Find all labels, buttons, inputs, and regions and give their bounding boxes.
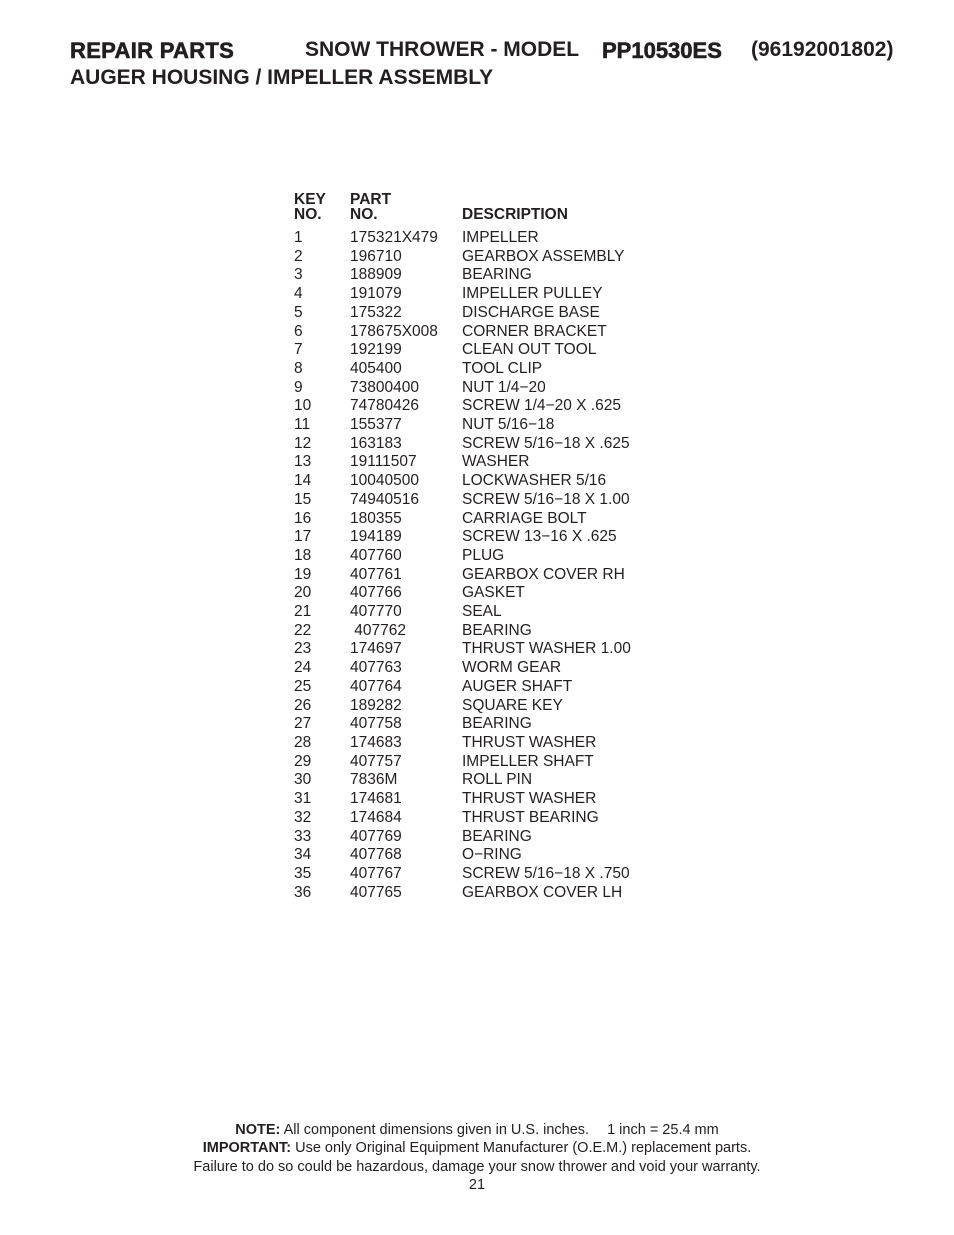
description-cell: IMPELLER SHAFT: [462, 752, 594, 770]
key-header-line2: NO.: [294, 206, 322, 223]
description-cell: NUT 1/4−20: [462, 378, 546, 396]
header-title-line: [70, 38, 930, 66]
part-no-cell: 175321X479: [350, 229, 438, 246]
part-no-cell: 155377: [350, 416, 402, 434]
part-no-cell: 189282: [350, 696, 402, 714]
model-code: (96192001802): [751, 38, 894, 61]
table-row: [294, 248, 702, 267]
table-row: [294, 603, 702, 622]
part-no-cell: 175322: [350, 303, 402, 321]
important-text: Use only Original Equipment Manufacturer (O.E.M.) replacement parts.: [295, 1140, 752, 1157]
description-cell: GASKET: [462, 584, 525, 602]
key-no-cell: 5: [294, 303, 303, 321]
key-no-cell: 23: [294, 640, 312, 658]
part-no-header: [350, 192, 462, 229]
key-no-cell: 13: [294, 453, 312, 471]
table-row: [294, 640, 702, 659]
note-text: All component dimensions given in U.S. inches.: [283, 1122, 590, 1138]
key-no-cell: 33: [294, 827, 312, 845]
description-cell: GEARBOX COVER RH: [462, 565, 625, 583]
page-number: 21: [468, 1176, 486, 1193]
description-cell: BEARING: [462, 827, 532, 845]
important-line: [0, 1139, 954, 1157]
key-no-cell: 16: [294, 509, 312, 527]
section-title: REPAIR PARTS: [70, 38, 235, 63]
key-no-cell: 30: [294, 771, 312, 789]
key-no-cell: 24: [294, 659, 312, 677]
part-no-cell: 407769: [350, 827, 402, 845]
key-no-cell: 1: [294, 229, 303, 246]
part-no-cell: 192199: [350, 341, 402, 359]
table-row: [294, 734, 702, 753]
description-cell: BEARING: [462, 621, 532, 639]
part-no-cell: 407766: [350, 584, 402, 602]
table-row: [294, 266, 702, 285]
description-cell: CORNER BRACKET: [462, 322, 607, 340]
table-row: [294, 584, 702, 603]
description-cell: GEARBOX COVER LH: [462, 883, 623, 901]
table-row: [294, 659, 702, 678]
description-cell: THRUST WASHER: [462, 733, 597, 751]
part-no-cell: 407760: [350, 546, 402, 564]
part-no-cell: 180355: [350, 509, 402, 527]
key-no-cell: 35: [294, 864, 312, 882]
part-no-cell: 74780426: [350, 397, 419, 415]
parts-table: [294, 192, 702, 902]
table-row: [294, 397, 702, 416]
part-no-cell: 188909: [350, 266, 402, 284]
table-row: [294, 884, 702, 903]
description-cell: THRUST BEARING: [462, 808, 599, 826]
key-no-cell: 7: [294, 341, 303, 359]
table-row: [294, 697, 702, 716]
part-header-line1: PART: [350, 191, 392, 208]
part-no-cell: 174681: [350, 790, 402, 808]
description-cell: THRUST WASHER 1.00: [462, 640, 631, 658]
part-no-cell: 407765: [350, 883, 402, 901]
description-cell: PLUG: [462, 546, 505, 564]
key-no-cell: 12: [294, 434, 312, 452]
key-no-cell: 14: [294, 472, 312, 490]
description-cell: IMPELLER PULLEY: [462, 285, 603, 303]
assembly-subtitle: AUGER HOUSING / IMPELLER ASSEMBLY: [70, 66, 494, 89]
part-no-cell: 74940516: [350, 490, 419, 508]
description-cell: CARRIAGE BOLT: [462, 509, 587, 527]
description-cell: WORM GEAR: [462, 659, 562, 677]
table-row: [294, 828, 702, 847]
description-cell: SQUARE KEY: [462, 696, 563, 714]
table-row: [294, 416, 702, 435]
part-no-cell: 178675X008: [350, 322, 438, 340]
table-row: [294, 472, 702, 491]
warning-text: Failure to do so could be hazardous, damage your snow thrower and void your warranty.: [193, 1158, 761, 1175]
part-no-cell: 191079: [350, 285, 402, 303]
key-no-cell: 36: [294, 883, 312, 901]
part-no-cell: 407762: [350, 621, 407, 639]
table-row: [294, 491, 702, 510]
description-cell: DISCHARGE BASE: [462, 303, 600, 321]
key-no-cell: 6: [294, 322, 303, 340]
description-header: DESCRIPTION: [462, 206, 568, 223]
key-no-cell: 8: [294, 359, 303, 377]
table-row: [294, 379, 702, 398]
page-header: [70, 38, 930, 90]
description-cell: SEAL: [462, 603, 502, 621]
description-cell: CLEAN OUT TOOL: [462, 341, 597, 359]
part-no-cell: 73800400: [350, 378, 419, 396]
important-label: IMPORTANT:: [202, 1140, 292, 1157]
description-cell: SCREW 5/16−18 X .625: [462, 434, 630, 452]
key-no-cell: 32: [294, 808, 312, 826]
table-row: [294, 341, 702, 360]
table-row: [294, 285, 702, 304]
part-no-cell: 196710: [350, 247, 402, 265]
part-no-cell: 10040500: [350, 472, 419, 490]
description-cell: NUT 5/16−18: [462, 416, 555, 434]
description-cell: BEARING: [462, 715, 532, 733]
key-no-cell: 28: [294, 733, 312, 751]
table-row: [294, 809, 702, 828]
part-no-cell: 407770: [350, 603, 402, 621]
description-cell: SCREW 1/4−20 X .625: [462, 397, 621, 415]
key-no-cell: 9: [294, 378, 303, 396]
page-footer: [0, 1121, 954, 1194]
description-cell: SCREW 5/16−18 X 1.00: [462, 490, 630, 508]
part-no-cell: 194189: [350, 528, 402, 546]
key-no-cell: 15: [294, 490, 312, 508]
table-row: [294, 229, 702, 248]
table-row: [294, 678, 702, 697]
table-row: [294, 360, 702, 379]
description-cell: IMPELLER: [462, 229, 539, 246]
table-row: [294, 771, 702, 790]
table-row: [294, 846, 702, 865]
description-cell: SCREW 5/16−18 X .750: [462, 864, 630, 882]
table-row: [294, 790, 702, 809]
description-cell: WASHER: [462, 453, 530, 471]
part-no-cell: 7836M: [350, 771, 398, 789]
note-label: NOTE:: [235, 1122, 281, 1138]
description-cell: SCREW 13−16 X .625: [462, 528, 617, 546]
part-no-cell: 174684: [350, 808, 402, 826]
part-no-cell: 407764: [350, 677, 402, 695]
table-row: [294, 304, 702, 323]
part-no-cell: 163183: [350, 434, 402, 452]
key-no-cell: 20: [294, 584, 312, 602]
key-no-cell: 29: [294, 752, 312, 770]
note-line: [0, 1121, 954, 1139]
key-no-cell: 4: [294, 285, 303, 303]
table-row: [294, 453, 702, 472]
part-no-cell: 407763: [350, 659, 402, 677]
table-row: [294, 753, 702, 772]
key-no-cell: 19: [294, 565, 312, 583]
key-no-cell: 17: [294, 528, 312, 546]
model-prefix: SNOW THROWER - MODEL: [305, 38, 580, 61]
table-row: [294, 715, 702, 734]
table-row: [294, 547, 702, 566]
part-no-cell: 174683: [350, 733, 402, 751]
description-cell: ROLL PIN: [462, 771, 533, 789]
key-no-cell: 22: [294, 621, 312, 639]
description-cell: LOCKWASHER 5/16: [462, 472, 607, 490]
key-no-cell: 11: [294, 416, 311, 434]
table-row: [294, 865, 702, 884]
part-header-line2: NO.: [350, 206, 378, 223]
table-row: [294, 622, 702, 641]
table-row: [294, 528, 702, 547]
key-no-cell: 3: [294, 266, 303, 284]
description-cell: TOOL CLIP: [462, 359, 543, 377]
parts-table-header: [294, 192, 702, 229]
table-row: [294, 435, 702, 454]
part-no-cell: 407761: [350, 565, 402, 583]
description-cell: GEARBOX ASSEMBLY: [462, 247, 625, 265]
description-cell: THRUST WASHER: [462, 790, 597, 808]
key-header-line1: KEY: [294, 191, 326, 208]
description-cell: AUGER SHAFT: [462, 677, 573, 695]
part-no-cell: 407757: [350, 752, 402, 770]
part-no-cell: 407768: [350, 846, 402, 864]
key-no-cell: 21: [294, 603, 312, 621]
part-no-cell: 407758: [350, 715, 402, 733]
part-no-cell: 174697: [350, 640, 402, 658]
parts-table-body: [294, 229, 702, 902]
key-no-cell: 26: [294, 696, 312, 714]
key-no-cell: 25: [294, 677, 312, 695]
key-no-header: [294, 192, 350, 229]
description-cell: BEARING: [462, 266, 532, 284]
part-no-cell: 407767: [350, 864, 402, 882]
key-no-cell: 18: [294, 546, 312, 564]
conversion-text: 1 inch = 25.4 mm: [607, 1122, 719, 1138]
table-row: [294, 510, 702, 529]
key-no-cell: 27: [294, 715, 312, 733]
part-no-cell: 405400: [350, 359, 402, 377]
description-cell: O−RING: [462, 846, 522, 864]
part-no-cell: 19111507: [350, 453, 417, 471]
key-no-cell: 31: [294, 790, 312, 808]
key-no-cell: 10: [294, 397, 312, 415]
model-number: PP10530ES: [602, 38, 722, 63]
table-row: [294, 566, 702, 585]
key-no-cell: 34: [294, 846, 312, 864]
key-no-cell: 2: [294, 247, 303, 265]
table-row: [294, 323, 702, 342]
